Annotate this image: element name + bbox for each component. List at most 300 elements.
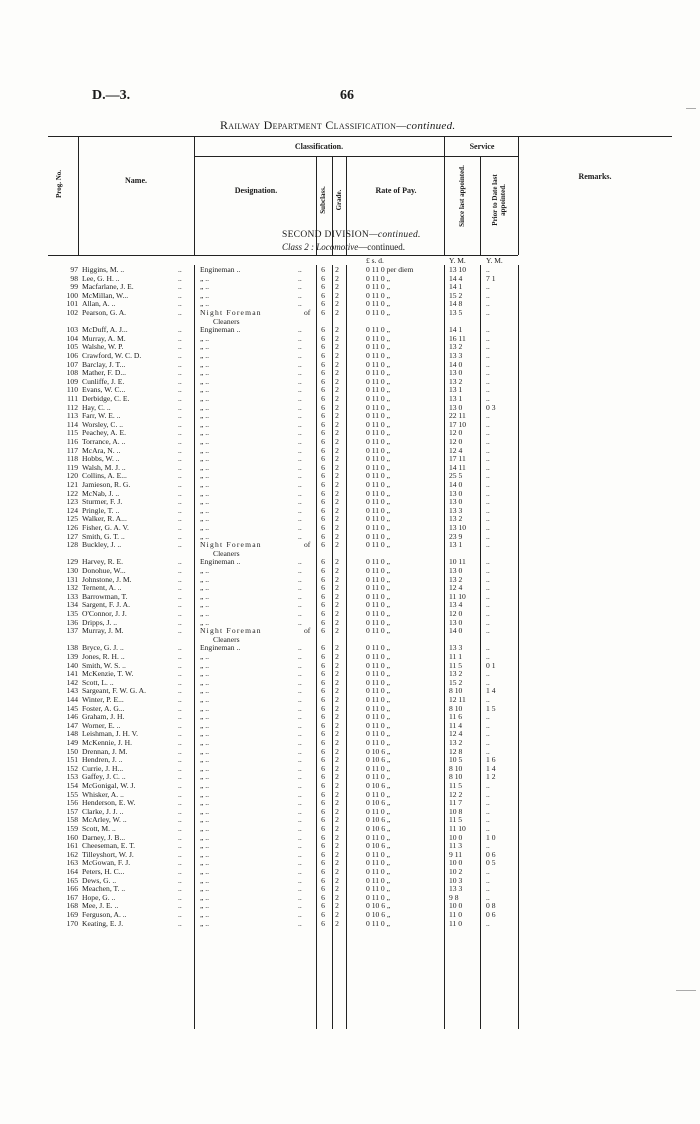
subclass: 6 xyxy=(321,497,325,507)
leader-dots: .. xyxy=(178,824,182,833)
service-since-last-appointed: 12 4 xyxy=(449,445,463,455)
prog-number: 140 xyxy=(66,660,78,670)
leader-dots: .. xyxy=(178,695,182,704)
service-since-last-appointed: 13 3 xyxy=(449,643,463,653)
subclass: 6 xyxy=(321,686,325,696)
prog-number: 157 xyxy=(66,806,78,816)
subclass: 6 xyxy=(321,342,325,352)
service-prior-to-date: .. xyxy=(486,394,490,403)
rate-of-pay: 0 11 0 „ xyxy=(366,686,390,696)
subclass: 6 xyxy=(321,781,325,790)
table-row xyxy=(0,627,700,636)
prog-number: 113 xyxy=(66,411,78,421)
designation: „ .. xyxy=(200,333,210,343)
leader-dots: .. xyxy=(298,591,302,601)
employee-name: Walshe, W. P. xyxy=(82,342,124,352)
service-since-last-appointed: 12 11 xyxy=(449,695,466,704)
subclass: 6 xyxy=(321,282,325,292)
grade: 2 xyxy=(335,342,339,352)
prog-number: 151 xyxy=(66,755,78,765)
subclass: 6 xyxy=(321,368,325,378)
prog-number: 147 xyxy=(66,720,78,730)
service-prior-to-date: 1 6 xyxy=(486,755,496,765)
service-prior-to-date: .. xyxy=(486,497,490,507)
service-prior-to-date: .. xyxy=(486,712,490,722)
grade: 2 xyxy=(335,325,339,335)
employee-name: Higgins, M. .. xyxy=(82,265,125,274)
service-since-last-appointed: 15 2 xyxy=(449,290,463,300)
subclass: 6 xyxy=(321,720,325,730)
prog-number: 108 xyxy=(66,368,78,378)
prog-number: 141 xyxy=(66,669,78,679)
employee-name: Derbidge, C. E. xyxy=(82,394,130,403)
leader-dots: .. xyxy=(178,867,182,876)
prog-number: 117 xyxy=(66,445,78,455)
employee-name: McArley, W. .. xyxy=(82,815,127,825)
rate-of-pay: 0 10 6 „ xyxy=(366,815,391,825)
designation: „ .. xyxy=(200,445,210,455)
subclass: 6 xyxy=(321,841,325,851)
employee-name: Farr, W. E. .. xyxy=(82,411,121,421)
subclass: 6 xyxy=(321,488,325,498)
leader-dots: .. xyxy=(178,626,182,636)
employee-name: Dripps, J. .. xyxy=(82,617,118,627)
grade: 2 xyxy=(335,394,339,403)
grade: 2 xyxy=(335,626,339,636)
service-since-last-appointed: 11 7 xyxy=(449,798,463,808)
leader-dots: .. xyxy=(178,738,182,747)
service-since-last-appointed: 14 0 xyxy=(449,359,463,369)
grade: 2 xyxy=(335,841,339,851)
grade: 2 xyxy=(335,686,339,696)
employee-name: Ternent, A. .. xyxy=(82,583,122,593)
service-since-last-appointed: 8 10 xyxy=(449,703,463,713)
subclass: 6 xyxy=(321,445,325,455)
service-since-last-appointed: 12 2 xyxy=(449,789,463,799)
service-since-last-appointed: 10 5 xyxy=(449,755,463,765)
service-since-last-appointed: 13 0 xyxy=(449,402,463,412)
employee-name: Currie, J. H... xyxy=(82,763,124,773)
grade: 2 xyxy=(335,849,339,859)
leader-dots: .. xyxy=(178,652,182,661)
division-heading xyxy=(282,230,421,240)
leader-dots: .. xyxy=(298,325,302,335)
rate-of-pay: 0 11 0 „ xyxy=(366,385,390,395)
service-since-last-appointed: 12 0 xyxy=(449,428,463,438)
prog-number: 102 xyxy=(66,308,78,317)
service-prior-to-date: 0 1 xyxy=(486,660,496,670)
leader-dots: .. xyxy=(178,376,182,386)
subclass: 6 xyxy=(321,643,325,653)
subclass: 6 xyxy=(321,394,325,403)
service-since-last-appointed: 11 5 xyxy=(449,660,463,670)
rate-of-pay: 0 11 0 „ xyxy=(366,858,390,868)
designation: Night Foreman xyxy=(200,626,262,636)
prog-number: 116 xyxy=(66,437,78,446)
leader-dots: .. xyxy=(178,299,182,309)
leader-dots: .. xyxy=(298,918,302,928)
employee-name: Harvey, R. E. xyxy=(82,557,124,567)
header-service: Service xyxy=(469,142,495,151)
subclass: 6 xyxy=(321,849,325,859)
prog-number: 133 xyxy=(66,591,78,601)
service-prior-to-date: .. xyxy=(486,445,490,455)
grade: 2 xyxy=(335,411,339,421)
leader-dots: .. xyxy=(178,600,182,610)
subclass: 6 xyxy=(321,824,325,833)
employee-name: Torrance, A. .. xyxy=(82,437,126,446)
service-prior-to-date: .. xyxy=(486,643,490,653)
leader-dots: .. xyxy=(298,686,302,696)
employee-name: Mee, J. E. .. xyxy=(82,901,119,911)
employee-name: Jones, R. H. .. xyxy=(82,652,125,661)
prog-number: 150 xyxy=(66,746,78,756)
rate-of-pay: 0 11 0 „ xyxy=(366,299,390,309)
rate-of-pay: 0 11 0 „ xyxy=(366,918,390,928)
service-prior-to-date: .. xyxy=(486,342,490,352)
leader-dots: .. xyxy=(298,798,302,808)
rate-of-pay: 0 11 0 „ xyxy=(366,867,390,876)
service-prior-to-date: .. xyxy=(486,738,490,747)
employee-name: Smith, G. T. .. xyxy=(82,531,125,541)
grade: 2 xyxy=(335,308,339,317)
designation: „ .. xyxy=(200,815,210,825)
designation: „ .. xyxy=(200,918,210,928)
service-since-last-appointed: 13 0 xyxy=(449,566,463,575)
service-since-last-appointed: 12 4 xyxy=(449,729,463,739)
leader-dots: .. xyxy=(298,695,302,704)
employee-name: Cunliffe, J. E. xyxy=(82,376,125,386)
service-prior-to-date: 1 4 xyxy=(486,763,496,773)
rate-of-pay: 0 10 6 „ xyxy=(366,910,391,919)
leader-dots: .. xyxy=(178,617,182,627)
leader-dots: .. xyxy=(298,910,302,919)
leader-dots: .. xyxy=(178,686,182,696)
service-prior-to-date: .. xyxy=(486,411,490,421)
grade: 2 xyxy=(335,858,339,868)
subclass: 6 xyxy=(321,385,325,395)
service-since-last-appointed: 11 1 xyxy=(449,652,463,661)
leader-dots: .. xyxy=(178,910,182,919)
employee-name: Buckley, J. .. xyxy=(82,540,122,550)
subclass: 6 xyxy=(321,772,325,782)
leader-dots: .. xyxy=(178,781,182,790)
rate-of-pay: 0 11 0 „ xyxy=(366,342,390,352)
designation: „ .. xyxy=(200,462,210,472)
rate-of-pay: 0 11 0 „ xyxy=(366,282,390,292)
leader-dots: .. xyxy=(178,772,182,782)
rate-of-pay: 0 11 0 „ xyxy=(366,703,390,713)
grade: 2 xyxy=(335,781,339,790)
leader-dots: .. xyxy=(178,402,182,412)
designation: „ .. xyxy=(200,419,210,429)
subclass: 6 xyxy=(321,290,325,300)
leader-dots: .. xyxy=(178,763,182,773)
employee-name: Peachey, A. E. xyxy=(82,428,127,438)
grade: 2 xyxy=(335,824,339,833)
document-reference: D.—3. xyxy=(92,88,131,103)
leader-dots: .. xyxy=(298,359,302,369)
leader-dots: .. xyxy=(298,583,302,593)
service-prior-to-date: .. xyxy=(486,514,490,524)
rate-of-pay: 0 11 0 „ xyxy=(366,669,390,679)
grade: 2 xyxy=(335,385,339,395)
employee-name: Smith, W. S. .. xyxy=(82,660,126,670)
employee-name: Sturmer, F. J. xyxy=(82,497,123,507)
grade: 2 xyxy=(335,806,339,816)
subclass: 6 xyxy=(321,677,325,687)
designation: „ .. xyxy=(200,875,210,885)
prog-number: 131 xyxy=(66,574,78,584)
service-prior-to-date: 1 2 xyxy=(486,772,496,782)
leader-dots: .. xyxy=(298,841,302,851)
leader-dots: .. xyxy=(298,901,302,911)
grade: 2 xyxy=(335,591,339,601)
service-since-last-appointed: 13 2 xyxy=(449,514,463,524)
leader-dots: .. xyxy=(178,729,182,739)
service-since-last-appointed: 13 2 xyxy=(449,738,463,747)
grade: 2 xyxy=(335,643,339,653)
prog-number: 122 xyxy=(66,488,78,498)
subclass: 6 xyxy=(321,832,325,842)
subclass: 6 xyxy=(321,763,325,773)
leader-dots: .. xyxy=(178,755,182,765)
service-prior-to-date: .. xyxy=(486,437,490,446)
designation: Night Foreman xyxy=(200,540,262,550)
designation: „ .. xyxy=(200,471,210,481)
rate-of-pay: 0 11 0 „ xyxy=(366,273,390,283)
prog-number: 100 xyxy=(66,290,78,300)
leader-dots: .. xyxy=(298,712,302,722)
subclass: 6 xyxy=(321,746,325,756)
designation: „ .. xyxy=(200,600,210,610)
grade: 2 xyxy=(335,402,339,412)
subclass: 6 xyxy=(321,583,325,593)
employee-name: Fisher, G. A. V. xyxy=(82,523,129,532)
grade: 2 xyxy=(335,660,339,670)
prog-number: 134 xyxy=(66,600,78,610)
subclass: 6 xyxy=(321,806,325,816)
leader-dots: .. xyxy=(298,428,302,438)
leader-dots: .. xyxy=(298,806,302,816)
rate-of-pay: 0 11 0 „ xyxy=(366,351,390,360)
service-prior-to-date: .. xyxy=(486,376,490,386)
leader-dots: .. xyxy=(298,858,302,868)
leader-dots: .. xyxy=(178,643,182,653)
grade: 2 xyxy=(335,437,339,446)
employee-name: Clarke, J. J. .. xyxy=(82,806,124,816)
rate-of-pay: 0 11 0 „ xyxy=(366,884,390,894)
prog-number: 97 xyxy=(70,265,78,274)
grade: 2 xyxy=(335,901,339,911)
designation: „ .. xyxy=(200,738,210,747)
leader-dots: .. xyxy=(178,368,182,378)
service-since-last-appointed: 17 11 xyxy=(449,454,466,464)
leader-dots: .. xyxy=(178,660,182,670)
employee-name: Hay, C. .. xyxy=(82,402,111,412)
service-prior-to-date: 0 6 xyxy=(486,849,496,859)
service-since-last-appointed: 13 3 xyxy=(449,505,463,515)
leader-dots: .. xyxy=(298,480,302,489)
designation: „ .. xyxy=(200,617,210,627)
subclass: 6 xyxy=(321,695,325,704)
leader-dots: .. xyxy=(178,282,182,292)
designation: „ .. xyxy=(200,781,210,790)
class-label: Class 2 : xyxy=(282,242,315,252)
grade: 2 xyxy=(335,746,339,756)
page-title xyxy=(220,118,455,133)
service-since-last-appointed: 12 0 xyxy=(449,609,463,618)
prog-number: 115 xyxy=(66,428,78,438)
grade: 2 xyxy=(335,669,339,679)
grade: 2 xyxy=(335,832,339,842)
employee-name: Crawford, W. C. D. xyxy=(82,351,142,360)
designation: „ .. xyxy=(200,892,210,902)
rate-of-pay: 0 11 0 „ xyxy=(366,531,390,541)
prog-number: 156 xyxy=(66,798,78,808)
leader-dots: .. xyxy=(178,411,182,421)
rate-of-pay: 0 11 0 „ xyxy=(366,789,390,799)
service-prior-to-date: 0 8 xyxy=(486,901,496,911)
grade: 2 xyxy=(335,918,339,928)
leader-dots: .. xyxy=(178,806,182,816)
service-prior-to-date: .. xyxy=(486,308,490,317)
leader-dots: .. xyxy=(178,892,182,902)
leader-dots: .. xyxy=(298,402,302,412)
employee-name: McGowan, F. J. xyxy=(82,858,131,868)
designation: „ .. xyxy=(200,411,210,421)
grade: 2 xyxy=(335,566,339,575)
service-prior-to-date: .. xyxy=(486,523,490,532)
leader-dots: .. xyxy=(298,445,302,455)
rate-of-pay: 0 11 0 „ xyxy=(366,832,390,842)
service-prior-to-date: .. xyxy=(486,428,490,438)
rate-of-pay: 0 11 0 „ xyxy=(366,368,390,378)
leader-dots: .. xyxy=(298,514,302,524)
rate-of-pay: 0 11 0 „ xyxy=(366,695,390,704)
subclass: 6 xyxy=(321,402,325,412)
subclass: 6 xyxy=(321,591,325,601)
subclass: 6 xyxy=(321,428,325,438)
service-since-last-appointed: 13 3 xyxy=(449,351,463,360)
grade: 2 xyxy=(335,488,339,498)
designation: Engineman .. xyxy=(200,325,241,335)
designation: Engineman .. xyxy=(200,557,241,567)
service-since-last-appointed: 10 0 xyxy=(449,858,463,868)
service-since-last-appointed: 13 0 xyxy=(449,497,463,507)
designation: „ .. xyxy=(200,746,210,756)
subclass: 6 xyxy=(321,333,325,343)
subclass: 6 xyxy=(321,652,325,661)
header-subclass: Subclass. xyxy=(319,186,327,214)
service-prior-to-date: .. xyxy=(486,875,490,885)
designation: „ .. xyxy=(200,755,210,765)
employee-name: Murray, A. M. xyxy=(82,333,126,343)
grade: 2 xyxy=(335,772,339,782)
leader-dots: .. xyxy=(298,677,302,687)
rate-of-pay: 0 11 0 „ xyxy=(366,875,390,885)
grade: 2 xyxy=(335,273,339,283)
employee-name: Drennan, J. M. xyxy=(82,746,128,756)
service-prior-to-date: .. xyxy=(486,892,490,902)
header-remarks: Remarks. xyxy=(578,172,612,181)
prog-number: 106 xyxy=(66,351,78,360)
grade: 2 xyxy=(335,333,339,343)
rate-of-pay: 0 11 0 „ xyxy=(366,419,390,429)
prog-number: 129 xyxy=(66,557,78,567)
class-name: Locomotive xyxy=(316,242,359,252)
leader-dots: .. xyxy=(178,540,182,550)
leader-dots: .. xyxy=(178,385,182,395)
subclass: 6 xyxy=(321,376,325,386)
employee-name: Pringle, T. .. xyxy=(82,505,120,515)
employee-name: Whisker, A. .. xyxy=(82,789,124,799)
service-since-last-appointed: 16 11 xyxy=(449,333,466,343)
subclass: 6 xyxy=(321,540,325,550)
designation: „ .. xyxy=(200,772,210,782)
designation: „ .. xyxy=(200,290,210,300)
service-since-last-appointed: 11 3 xyxy=(449,841,463,851)
service-prior-to-date: .. xyxy=(486,806,490,816)
leader-dots: .. xyxy=(298,660,302,670)
designation: „ .. xyxy=(200,729,210,739)
prog-number: 135 xyxy=(66,609,78,618)
prog-number: 125 xyxy=(66,514,78,524)
grade: 2 xyxy=(335,695,339,704)
subclass: 6 xyxy=(321,265,325,274)
prog-number: 132 xyxy=(66,583,78,593)
grade: 2 xyxy=(335,738,339,747)
rate-of-pay: 0 11 0 „ xyxy=(366,325,390,335)
leader-dots: .. xyxy=(298,669,302,679)
leader-dots: .. xyxy=(298,385,302,395)
leader-dots: .. xyxy=(298,867,302,876)
rate-of-pay: 0 11 0 „ xyxy=(366,720,390,730)
grade: 2 xyxy=(335,617,339,627)
subclass: 6 xyxy=(321,703,325,713)
table-row xyxy=(0,309,700,318)
service-since-last-appointed: 10 3 xyxy=(449,875,463,885)
subclass: 6 xyxy=(321,308,325,317)
designation: Engineman .. xyxy=(200,643,241,653)
prog-number: 163 xyxy=(66,858,78,868)
service-since-last-appointed: 11 10 xyxy=(449,824,466,833)
service-since-last-appointed: 13 1 xyxy=(449,394,463,403)
rate-of-pay: 0 11 0 „ xyxy=(366,729,390,739)
rate-of-pay: 0 10 6 „ xyxy=(366,746,391,756)
leader-dots: .. xyxy=(178,875,182,885)
grade: 2 xyxy=(335,471,339,481)
grade: 2 xyxy=(335,789,339,799)
employee-name: Barclay, J. T... xyxy=(82,359,126,369)
leader-dots: .. xyxy=(178,462,182,472)
prog-number: 149 xyxy=(66,738,78,747)
leader-dots: .. xyxy=(178,557,182,567)
leader-dots: .. xyxy=(298,497,302,507)
service-prior-to-date: .. xyxy=(486,918,490,928)
leader-dots: .. xyxy=(178,574,182,584)
leader-dots: .. xyxy=(178,815,182,825)
subclass: 6 xyxy=(321,566,325,575)
designation: „ .. xyxy=(200,514,210,524)
designation: „ .. xyxy=(200,832,210,842)
leader-dots: .. xyxy=(298,454,302,464)
leader-dots: .. xyxy=(178,703,182,713)
employee-name: Hendren, J. .. xyxy=(82,755,123,765)
prog-number: 130 xyxy=(66,566,78,575)
leader-dots: .. xyxy=(178,290,182,300)
service-since-last-appointed: 10 8 xyxy=(449,806,463,816)
